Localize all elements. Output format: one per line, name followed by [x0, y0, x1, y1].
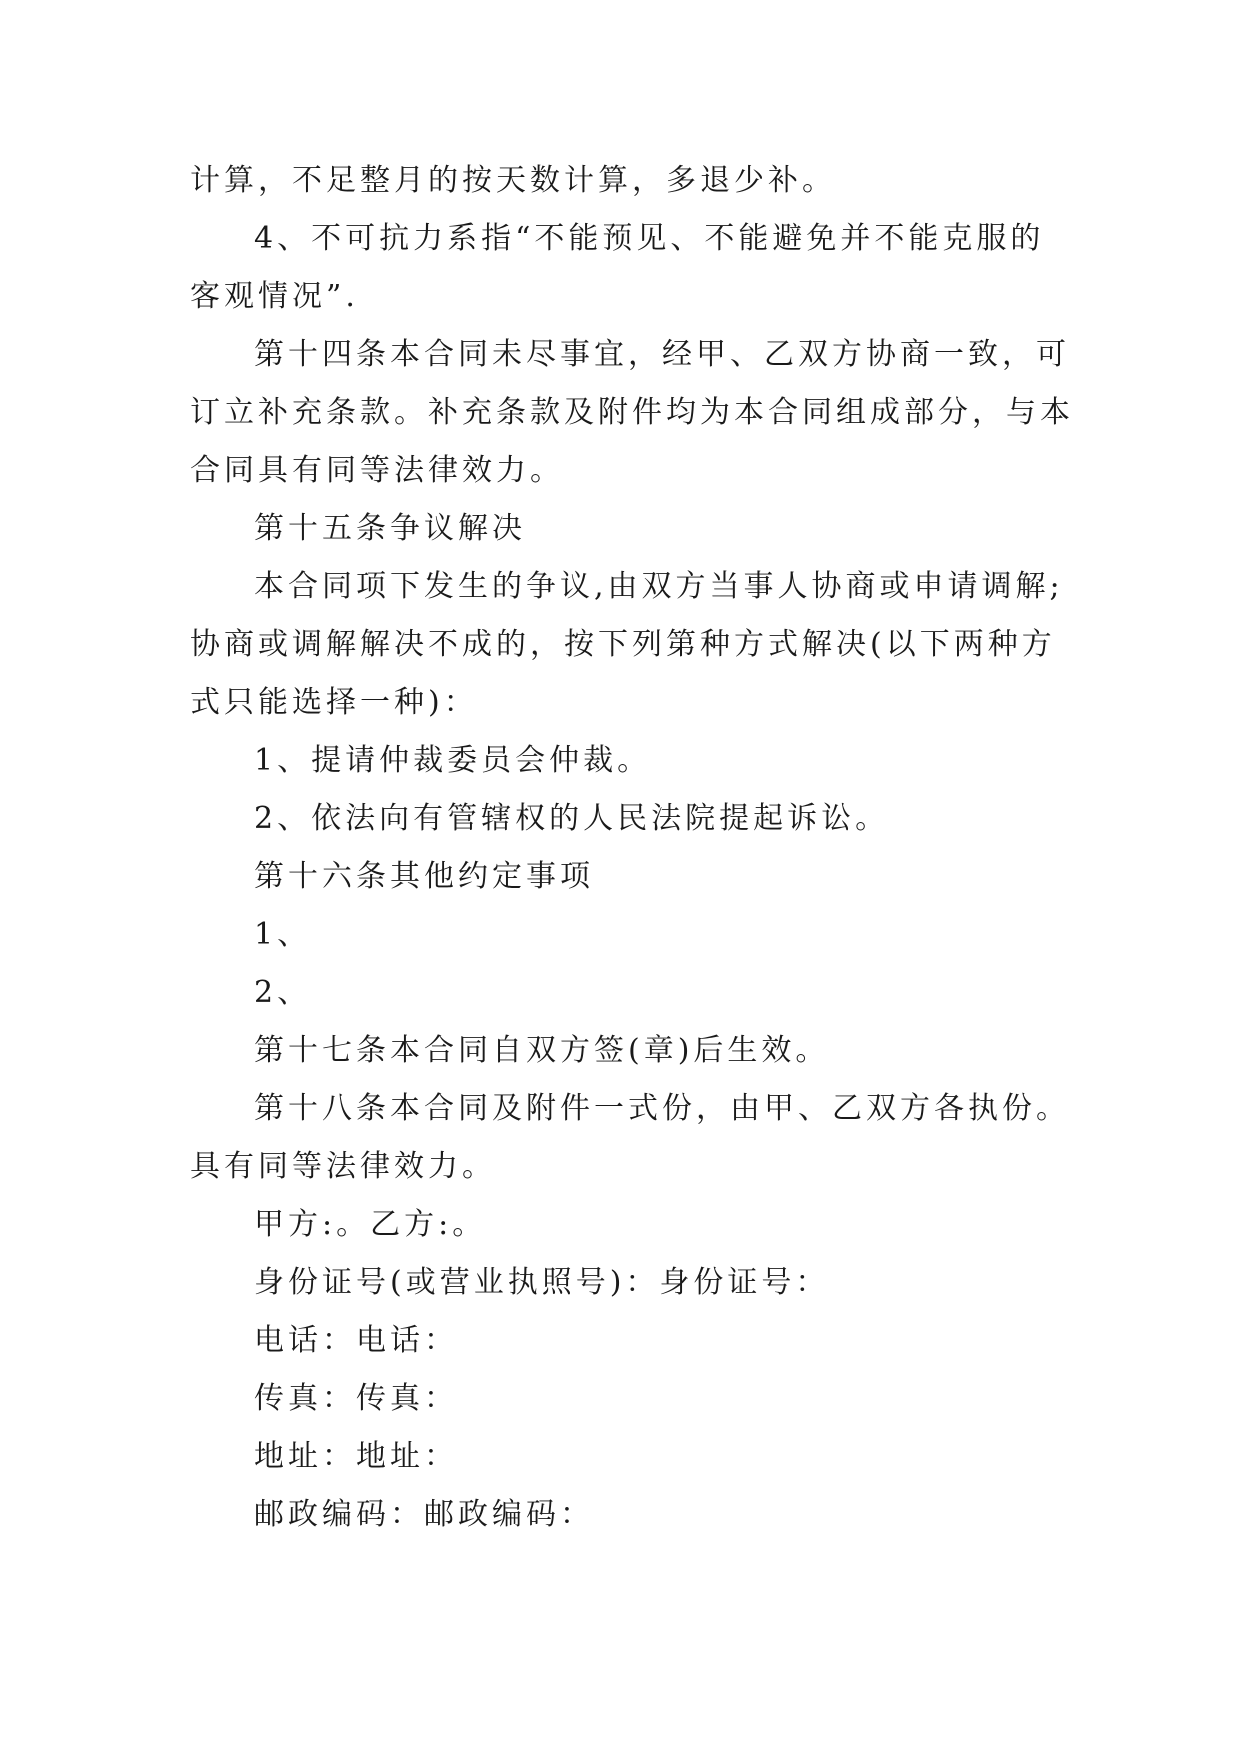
- heading-article-16: [190, 848, 1090, 906]
- signature-id-number: [190, 1254, 1090, 1312]
- text-line: 第十八条本合同及附件一式份，由甲、乙双方各执份。: [254, 1091, 1070, 1126]
- text-line: 电话：电话：: [254, 1323, 458, 1358]
- list-item-other-1: [190, 906, 1090, 964]
- text-line: 4、不可抗力系指“不能预见、不能避免并不能克服的: [254, 221, 1045, 256]
- paragraph-article-14: [190, 326, 1090, 500]
- text-line: 传真：传真：: [254, 1381, 458, 1416]
- heading-article-15: [190, 500, 1090, 558]
- list-item-litigation: [190, 790, 1090, 848]
- signature-postal-code: [190, 1486, 1090, 1544]
- text-line: 邮政编码：邮政编码：: [254, 1497, 594, 1532]
- text-line: 计算，不足整月的按天数计算，多退少补。: [190, 163, 836, 198]
- text-line: 第十七条本合同自双方签(章)后生效。: [254, 1033, 830, 1068]
- document-body: [190, 152, 1090, 1544]
- text-line: 合同具有同等法律效力。: [190, 453, 564, 488]
- text-line: 订立补充条款。补充条款及附件均为本合同组成部分，与本: [190, 395, 1074, 430]
- paragraph-article-18: [190, 1080, 1090, 1196]
- text-line: 客观情况”.: [190, 279, 359, 314]
- signature-fax: [190, 1370, 1090, 1428]
- list-item-arbitration: [190, 732, 1090, 790]
- text-line: 身份证号(或营业执照号)：身份证号：: [254, 1265, 830, 1300]
- text-line: 第十六条其他约定事项: [254, 859, 594, 894]
- text-line: 2、: [254, 975, 312, 1010]
- text-line: 地址：地址：: [254, 1439, 458, 1474]
- signature-parties: [190, 1196, 1090, 1254]
- text-line: 具有同等法律效力。: [190, 1149, 496, 1184]
- text-line: 第十五条争议解决: [254, 511, 526, 546]
- text-line: 第十四条本合同未尽事宜，经甲、乙双方协商一致，可: [254, 337, 1070, 372]
- text-line: 本合同项下发生的争议,由双方当事人协商或申请调解;: [254, 569, 1064, 604]
- text-line: 甲方:。乙方:。: [254, 1207, 487, 1242]
- text-line: 2、依法向有管辖权的人民法院提起诉讼。: [254, 801, 890, 836]
- paragraph-article-17: [190, 1022, 1090, 1080]
- text-line: 1、提请仲裁委员会仲裁。: [254, 743, 652, 778]
- text-line: 1、: [254, 917, 312, 952]
- paragraph-refund-calculation: [190, 152, 1090, 210]
- text-line: 协商或调解解决不成的，按下列第种方式解决(以下两种方: [190, 627, 1056, 662]
- list-item-other-2: [190, 964, 1090, 1022]
- paragraph-force-majeure: [190, 210, 1090, 326]
- signature-address: [190, 1428, 1090, 1486]
- signature-phone: [190, 1312, 1090, 1370]
- paragraph-dispute-resolution: [190, 558, 1090, 732]
- text-line: 式只能选择一种)：: [190, 685, 478, 720]
